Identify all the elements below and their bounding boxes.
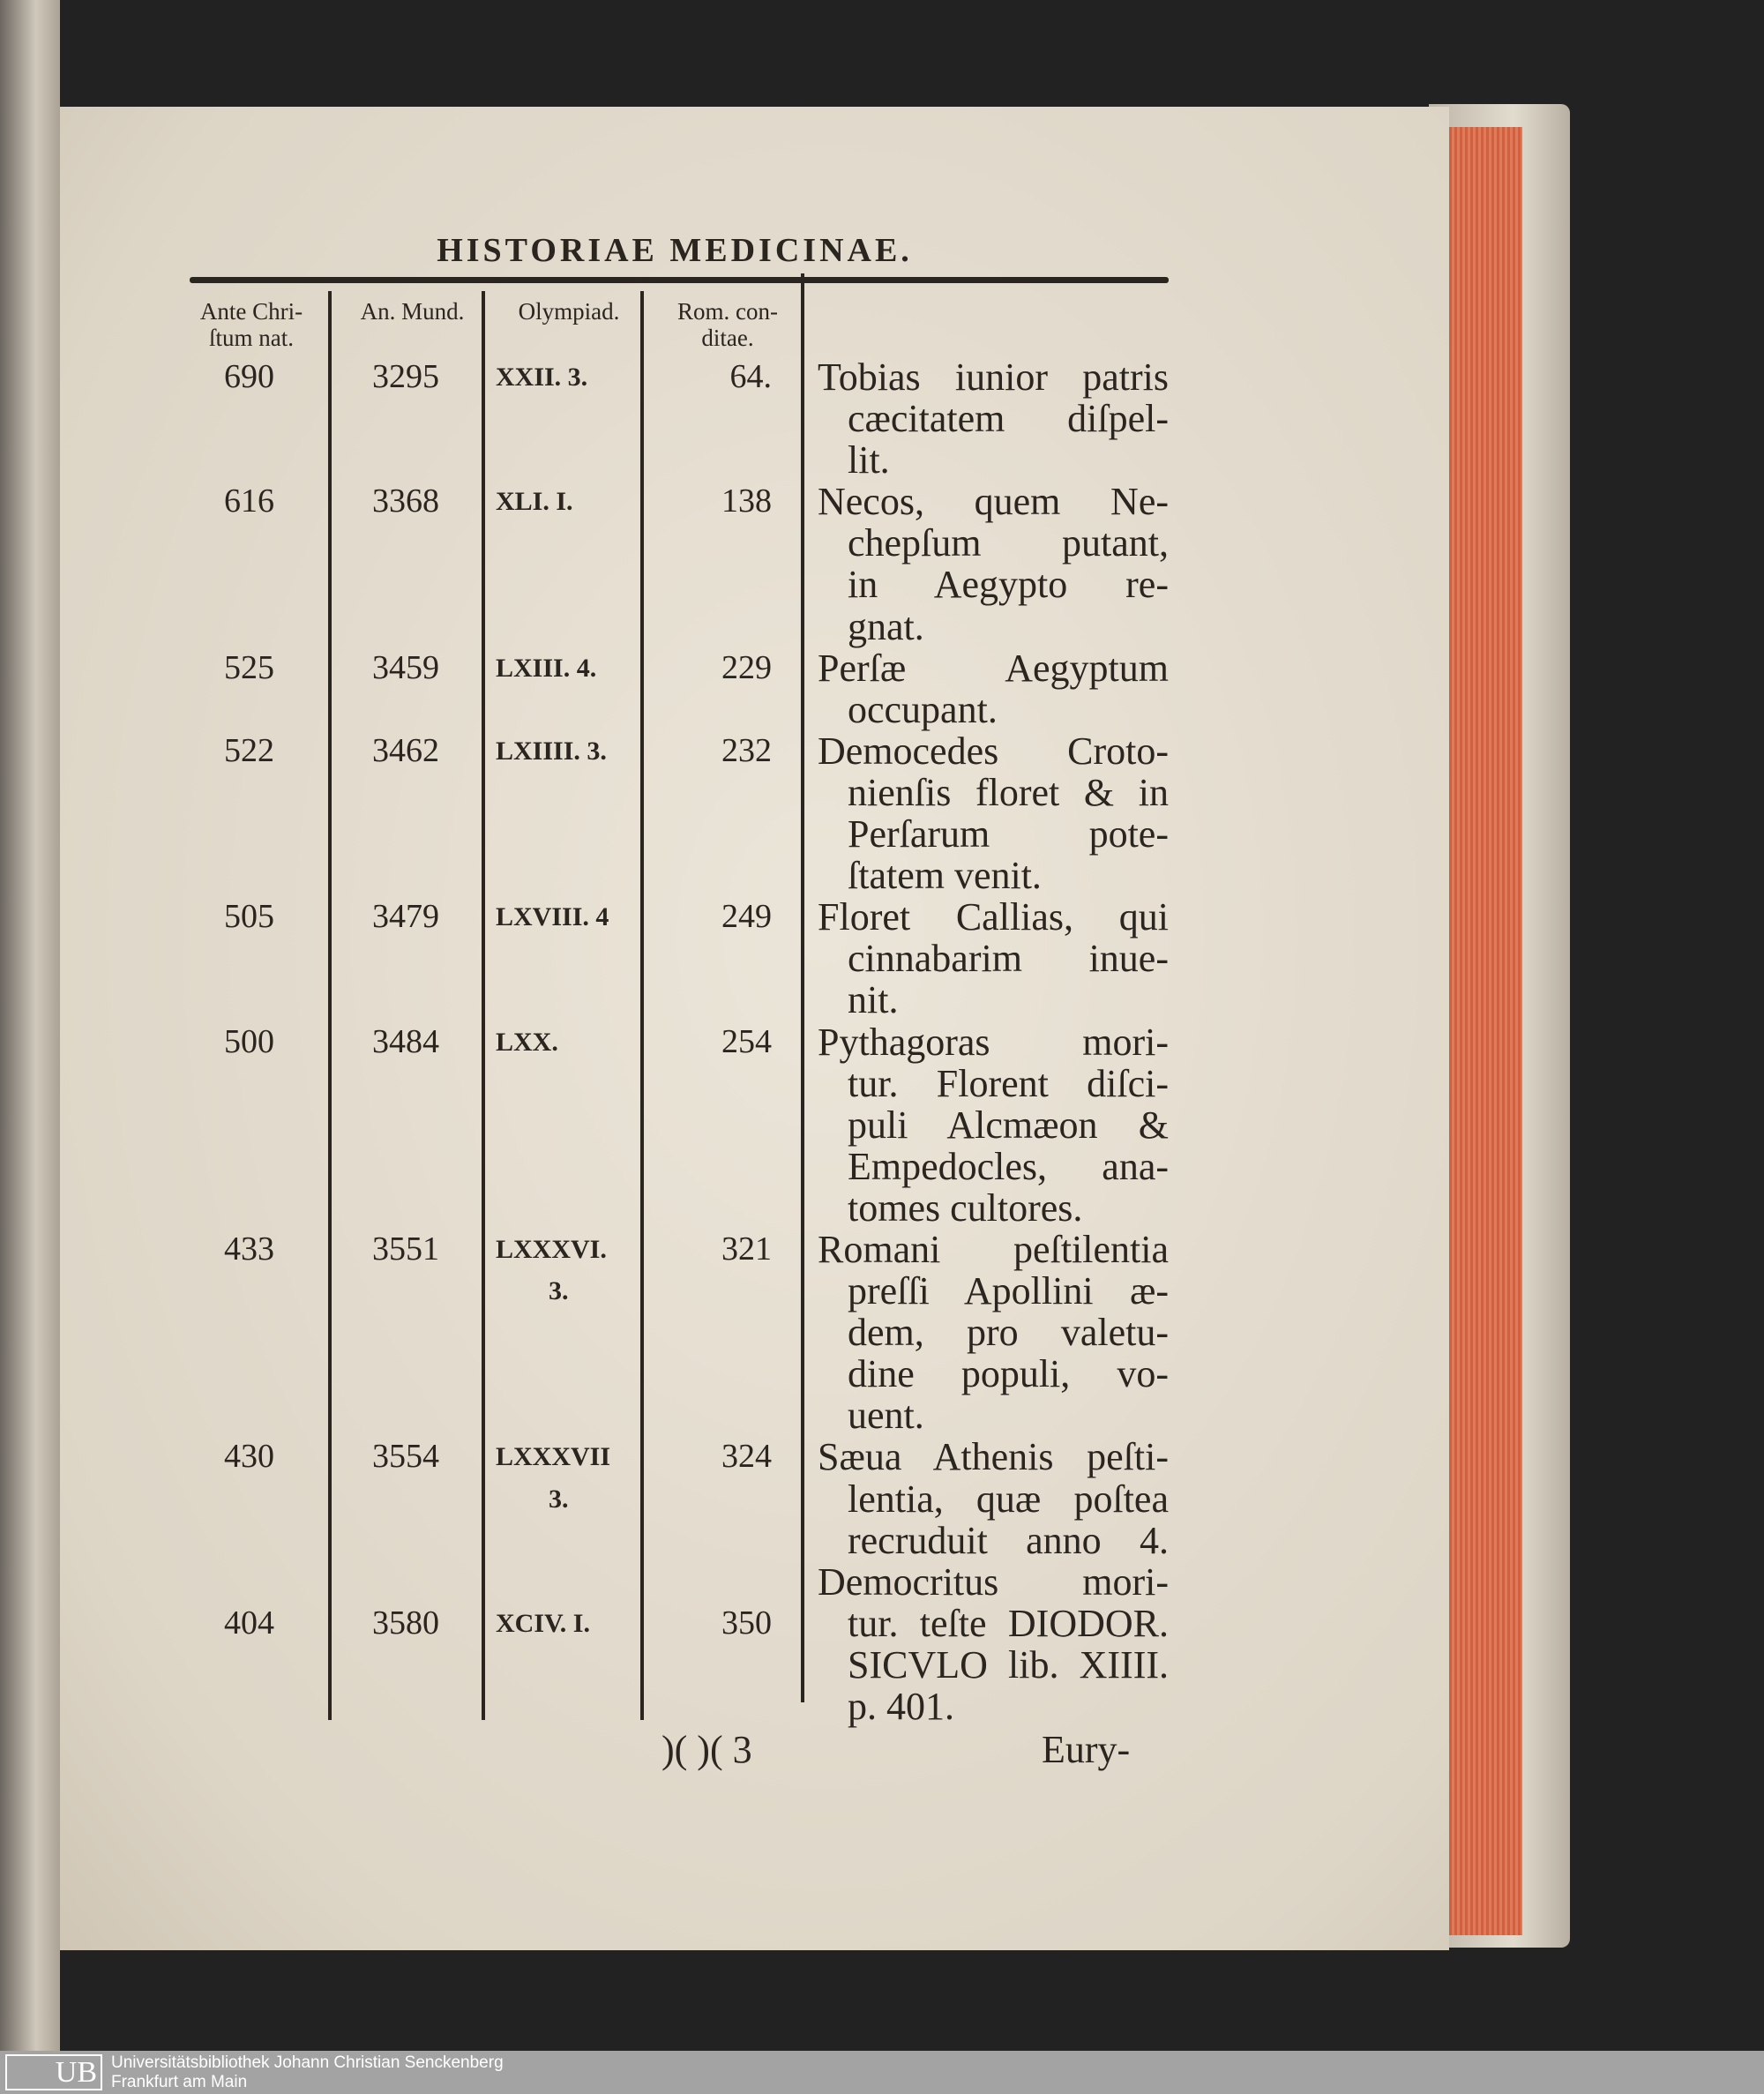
table-cell-empty: [340, 439, 472, 481]
table-cell-empty: [340, 1270, 472, 1312]
table-cell-empty: [190, 813, 309, 855]
table-cell-empty: [653, 1063, 772, 1104]
table-cell-empty: [340, 564, 472, 605]
table-cell-empty: [340, 855, 472, 896]
table-cell-rc: 229: [721, 648, 772, 686]
event-text-line: nienſis floret & in: [848, 770, 1169, 814]
event-text-line: SICVLO lib. XIIII.: [848, 1642, 1169, 1686]
table-cell-empty: [496, 689, 637, 730]
table-cell-empty: [340, 1063, 472, 1104]
library-city: Frankfurt am Main: [111, 2073, 248, 2091]
table-cell-empty: [340, 1686, 472, 1727]
table-cell-empty: [496, 1312, 637, 1353]
table-cell-empty: [653, 398, 772, 439]
table-cell-empty: [496, 1146, 637, 1187]
table-cell-ac: 404: [224, 1604, 274, 1642]
table-cell-empty: [340, 813, 472, 855]
column-anno-mundi: [340, 356, 472, 1727]
table-cell-empty: [653, 1561, 772, 1603]
table-cell-empty: [340, 689, 472, 730]
table-cell-empty: [340, 522, 472, 564]
table-cell-empty: [496, 522, 637, 564]
table-cell-empty: [653, 1478, 772, 1520]
event-text-line: Sæua Athenis peſti-: [818, 1435, 1169, 1479]
table-cell-ol-cont: 3.: [549, 1276, 569, 1306]
table-cell-rc: 350: [721, 1604, 772, 1642]
table-cell-ol: LXIII. 4.: [496, 653, 597, 683]
event-text-line: p. 401.: [848, 1685, 954, 1728]
table-cell-empty: [653, 979, 772, 1021]
ub-logo: UB: [5, 2054, 102, 2090]
table-cell-ac: 500: [224, 1022, 274, 1060]
table-cell-empty: [496, 398, 637, 439]
event-text-line: Tobias iunior patris: [818, 355, 1169, 399]
table-cell-empty: [190, 1520, 309, 1561]
table-cell-am: 3459: [372, 648, 439, 686]
table-cell-rc: 232: [721, 731, 772, 769]
event-text-line: Floret Callias, qui: [818, 895, 1169, 939]
table-cell-empty: [496, 1063, 637, 1104]
table-cell-ac: 433: [224, 1230, 274, 1268]
table-cell-empty: [190, 1561, 309, 1603]
table-cell-empty: [190, 772, 309, 813]
table-cell-empty: [496, 1686, 637, 1727]
table-cell-empty: [496, 1395, 637, 1436]
table-cell-empty: [496, 439, 637, 481]
event-text-line: Democedes Croto-: [818, 729, 1169, 773]
event-text-line: recruduit anno 4.: [848, 1518, 1169, 1562]
table-cell-ol: LXXXVII: [496, 1442, 611, 1472]
table-cell-empty: [340, 1187, 472, 1229]
column-ante-christum: [190, 356, 309, 1727]
table-cell-ol: LXX.: [496, 1027, 558, 1057]
table-cell-empty: [190, 689, 309, 730]
table-cell-ol-cont: 3.: [549, 1484, 569, 1514]
table-cell-empty: [340, 938, 472, 979]
facing-page-edge: [0, 0, 60, 2051]
table-cell-empty: [190, 398, 309, 439]
table-cell-empty: [190, 606, 309, 647]
table-cell-empty: [496, 1187, 637, 1229]
table-cell-empty: [340, 606, 472, 647]
table-cell-empty: [190, 1187, 309, 1229]
table-cell-empty: [190, 439, 309, 481]
table-cell-empty: [190, 1395, 309, 1436]
table-cell-empty: [653, 938, 772, 979]
table-cell-empty: [496, 979, 637, 1021]
table-cell-am: 3554: [372, 1438, 439, 1476]
table-cell-empty: [190, 1686, 309, 1727]
event-text-line: lentia, quæ poſtea: [848, 1477, 1169, 1521]
table-cell-empty: [496, 855, 637, 896]
table-cell-empty: [653, 1104, 772, 1146]
event-text-line: tomes cultores.: [848, 1185, 1083, 1230]
running-head: HISTORIAE MEDICINAE.: [437, 232, 913, 269]
table-cell-empty: [190, 1312, 309, 1353]
column-header-anno-mundi: An. Mund.: [360, 298, 465, 325]
table-cell-empty: [653, 813, 772, 855]
event-text-line: preſſi Apollini æ-: [848, 1269, 1169, 1313]
event-text-line: cæcitatem diſpel-: [848, 397, 1169, 441]
event-text-line: puli Alcmæon &: [848, 1103, 1169, 1147]
library-name: Universitätsbibliothek Johann Christian Senckenberg: [111, 2053, 504, 2072]
table-cell-empty: [190, 522, 309, 564]
table-cell-empty: [496, 564, 637, 605]
table-cell-ol: XXII. 3.: [496, 363, 588, 392]
table-cell-empty: [340, 1478, 472, 1520]
table-cell-empty: [653, 564, 772, 605]
column-header-ante-christum: Ante Chri- ſtum nat.: [199, 298, 303, 351]
table-cell-empty: [653, 1520, 772, 1561]
table-cell-empty: [653, 1644, 772, 1686]
table-cell-empty: [653, 855, 772, 896]
table-cell-ol: XCIV. I.: [496, 1608, 590, 1638]
event-text-line: Pythagoras mori-: [818, 1020, 1169, 1064]
table-cell-empty: [496, 1104, 637, 1146]
event-text-line: occupant.: [848, 687, 998, 731]
table-cell-am: 3551: [372, 1230, 439, 1268]
table-cell-empty: [653, 522, 772, 564]
table-cell-empty: [340, 1312, 472, 1353]
table-cell-ol: LXVIII. 4: [496, 902, 609, 932]
table-cell-empty: [653, 606, 772, 647]
event-text-line: dine populi, vo-: [848, 1352, 1169, 1396]
table-cell-empty: [340, 979, 472, 1021]
table-cell-empty: [190, 979, 309, 1021]
table-cell-empty: [496, 1644, 637, 1686]
table-cell-rc: 138: [721, 482, 772, 520]
table-cell-empty: [190, 1644, 309, 1686]
event-text-line: tur. teſte DIODOR.: [848, 1601, 1169, 1645]
table-cell-empty: [653, 1146, 772, 1187]
table-cell-ac: 525: [224, 648, 274, 686]
table-cell-empty: [340, 1353, 472, 1395]
table-cell-empty: [653, 1353, 772, 1395]
table-cell-empty: [340, 772, 472, 813]
event-text-line: lit.: [848, 438, 890, 482]
table-cell-empty: [190, 1478, 309, 1520]
column-header-roma-condita: Rom. con- ditae.: [677, 298, 778, 351]
event-text-line: nit.: [848, 978, 899, 1022]
table-cell-am: 3484: [372, 1022, 439, 1060]
table-cell-empty: [653, 1270, 772, 1312]
event-text-line: Necos, quem Ne-: [818, 480, 1169, 524]
table-cell-empty: [496, 606, 637, 647]
table-cell-empty: [190, 1104, 309, 1146]
table-cell-ol: XLI. I.: [496, 487, 573, 517]
table-cell-empty: [190, 1353, 309, 1395]
table-cell-empty: [653, 1686, 772, 1727]
table-cell-am: 3462: [372, 731, 439, 769]
table-cell-ac: 690: [224, 358, 274, 395]
event-text-line: gnat.: [848, 604, 924, 648]
column-header-olympiad: Olympiad.: [518, 298, 620, 325]
table-cell-empty: [653, 1187, 772, 1229]
table-cell-am: 3580: [372, 1604, 439, 1642]
column-divider: [328, 291, 332, 1720]
signature-mark: )( )( 3: [662, 1728, 752, 1771]
event-text-line: ſtatem venit.: [848, 854, 1042, 898]
event-text-line: in Aegypto re-: [848, 563, 1169, 607]
event-text-line: tur. Florent diſci-: [848, 1061, 1169, 1105]
table-cell-empty: [340, 1520, 472, 1561]
table-cell-am: 3479: [372, 898, 439, 936]
table-cell-empty: [190, 855, 309, 896]
table-cell-empty: [496, 938, 637, 979]
table-cell-ac: 616: [224, 482, 274, 520]
table-cell-empty: [190, 1146, 309, 1187]
column-roma-condita: [653, 356, 772, 1727]
table-cell-empty: [653, 772, 772, 813]
column-divider: [640, 291, 644, 1720]
table-cell-empty: [340, 1561, 472, 1603]
event-text-line: Perſarum pote-: [848, 812, 1169, 856]
table-cell-ac: 505: [224, 898, 274, 936]
table-cell-empty: [496, 1353, 637, 1395]
table-cell-empty: [190, 1063, 309, 1104]
table-cell-empty: [496, 813, 637, 855]
table-cell-ol: LXXXVI.: [496, 1234, 607, 1264]
table-cell-empty: [496, 1561, 637, 1603]
column-olympiad: [496, 356, 637, 1727]
table-cell-am: 3295: [372, 358, 439, 395]
table-cell-empty: [340, 398, 472, 439]
table-cell-empty: [653, 689, 772, 730]
table-cell-ac: 430: [224, 1438, 274, 1476]
table-cell-empty: [190, 1270, 309, 1312]
table-cell-empty: [653, 1395, 772, 1436]
table-cell-rc: 64.: [729, 358, 772, 395]
event-text-line: cinnabarim inue-: [848, 937, 1169, 981]
event-text-line: Empedocles, ana-: [848, 1144, 1169, 1188]
column-divider: [482, 291, 485, 1720]
table-cell-rc: 321: [721, 1230, 772, 1268]
event-text-line: dem, pro valetu-: [848, 1311, 1169, 1355]
table-cell-empty: [653, 439, 772, 481]
table-cell-rc: 249: [721, 898, 772, 936]
event-text-line: Romani peſtilentia: [818, 1227, 1169, 1271]
table-cell-rc: 254: [721, 1022, 772, 1060]
page-edges: [1449, 127, 1522, 1935]
column-events: [818, 356, 1169, 1727]
table-cell-am: 3368: [372, 482, 439, 520]
table-cell-empty: [340, 1395, 472, 1436]
table-cell-empty: [190, 938, 309, 979]
table-cell-empty: [340, 1644, 472, 1686]
table-cell-empty: [496, 772, 637, 813]
table-cell-empty: [340, 1104, 472, 1146]
event-text-line: Perſæ Aegyptum: [818, 646, 1169, 690]
table-cell-empty: [496, 1520, 637, 1561]
column-divider: [801, 273, 804, 1702]
table-cell-empty: [340, 1146, 472, 1187]
table-cell-empty: [653, 1312, 772, 1353]
library-footer: [0, 2051, 1764, 2094]
event-text-line: Democritus mori-: [818, 1559, 1169, 1604]
catchword: Eury-: [1042, 1728, 1131, 1771]
event-text-line: chepſum putant,: [848, 521, 1169, 565]
table-cell-ac: 522: [224, 731, 274, 769]
table-cell-rc: 324: [721, 1438, 772, 1476]
event-text-line: uent.: [848, 1394, 924, 1438]
header-rule: [190, 277, 1169, 283]
table-cell-ol: LXIIII. 3.: [496, 736, 607, 766]
table-cell-empty: [190, 564, 309, 605]
